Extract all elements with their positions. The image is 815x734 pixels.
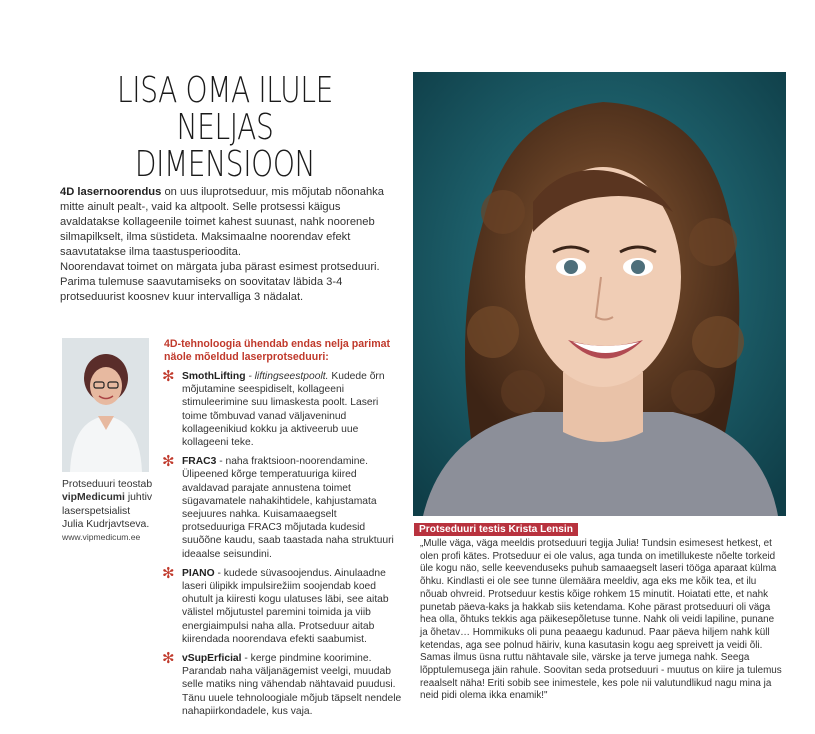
item-name: PIANO xyxy=(182,567,215,579)
intro-paragraph-2: Noorendavat toimet on märgata juba pärast esimest protseduuri. Parima tulemuse saavutamiseks on soovitatav läbida 3-4 protseduurist koosnev kuur intervalliga 3 nädalat. xyxy=(60,261,380,303)
caption-line-2: juhtiv laserspetsialist Julia Kudrjavtseva. xyxy=(62,492,153,530)
item-text: - kudede süvasoojendus. Ainulaadne laseri ülipikk impulsirežiim soojendab koed ohutult ja kiiresti kogu ulatuses läbi, see aitab välistel mõjutustel paremini toimida ja viib energiaimpulsi naha alla. Protseduur aitab kiirendada noorendava efekti saabumist. xyxy=(182,567,389,645)
item-text: - kerge pindmine koorimine. Parandab naha väljanägemist veelgi, muudab selle matiks ning vähendab nähtavaid puudusi. Tänu uuele tehnoloogiale mõjub täpselt nendele nahapiirkondadele, kus vaja. xyxy=(182,653,402,717)
caption-clinic: vipMedicumi xyxy=(62,492,125,504)
asterisk-icon: ✻ xyxy=(162,453,175,471)
item-text: - naha fraktsioon-noorendamine. Ülipeened kõrge temperatuuriga kiired avaldavad parajate annustena toimet sügavamatele nahakihtidele, kahjustamata seejuures nahka. Kuisamaaegselt protseduuriga FRAC3 mõjutada kudesid suuõõne kaudu, saab taastada naha struktuuri ideaalse seisundini. xyxy=(182,456,394,560)
intro-paragraph-1 xyxy=(60,185,395,260)
caption-line-1: Protseduuri teostab xyxy=(62,479,153,490)
technology-list xyxy=(162,370,402,724)
testimonial-quote: „Mulle väga, väga meeldis protseduuri tegija Julia! Tundsin esimesest hetkest, et olen profi kätes. Protseduur ei ole valus, aga tunda on imetillukeste nõelte torkeid üle kogu näo, selle keevenduseks puhub samaaegselt laseri tööga aparaat külma õhku. Kindlasti ei ole see tunne ülemäära meeldiv, aga eks me kõik tea, et ilu nõuab ohvreid. Protseduur kestis kõige rohkem 15 minutit. Hoiatati ette, et nahk punetab päeva-kaks ja hakkab siis ketendama. Kohe pärast protseduuri oli väga hea olla, õhtuks tekkis aga päikesepõletuse tunne. Nahk oli veidi lapiline, punane ja õhetav… Hommikuks oli puna peaaegu kadunud. Paar päeva hiljem nahk küll ketendas, aga see polnud häiriv, kuna kasutasin kogu aeg spreivett ja veidi õli. Samas ilmus üsna ruttu nähtavale sile, värske ja terve jumega nahk. Seega lõpptulemusega jäin rahule. Soovitan seda protseduuri - muutus on kiire ja tulemus reaalselt näha! Eriti sobib see inimestele, kes pole nii valutundlikud nagu mina ja neid pidi olema ikka enamik!" xyxy=(420,538,782,702)
list-item xyxy=(162,370,402,449)
specialist-photo xyxy=(62,338,149,472)
item-name: vSupErficial xyxy=(182,653,242,665)
list-item xyxy=(162,652,402,718)
model-photo xyxy=(413,72,786,516)
item-text: Kudede õrn mõjutamine seespidiselt, kollageeni stimuleerimine suu limaskesta poolt. Laseri toime tõmbuvad vanad väljaveninud kollageenikiud kokku ja aktiveerub uue kollageeni teke. xyxy=(182,371,385,449)
item-name: SmothLifting xyxy=(182,371,246,382)
title-line-1: LISA OMA ILULE xyxy=(117,70,333,111)
item-name: FRAC3 xyxy=(182,456,217,468)
list-item xyxy=(162,564,402,646)
clinic-website: www.vipmedicum.ee xyxy=(62,532,141,543)
asterisk-icon: ✻ xyxy=(162,368,175,385)
page-title xyxy=(60,72,390,183)
intro-lead-bold: 4D lasernoorendus xyxy=(60,186,162,198)
title-line-2: NELJAS xyxy=(176,107,274,148)
list-item xyxy=(162,455,402,561)
quote-label: Protseduuri testis Krista Lensin xyxy=(414,523,578,536)
asterisk-icon: ✻ xyxy=(162,650,175,668)
intro-lead-rest: on uus iluprotseduur, mis mõjutab nõonahka mitte ainult pealt-, vaid ka altpoolt. Selle protsessi käigus avaldatakse kollageenile toimet kahest suunast, nahk nooreneb silmapilkselt, ilma süstideta. Maksimaalne noorendav efekt saavutatakse ilma taastusperioodita. xyxy=(60,186,384,258)
title-line-3: DIMENSIOON xyxy=(134,144,316,185)
specialist-caption xyxy=(62,478,154,544)
intro-text xyxy=(60,185,395,305)
asterisk-icon: ✻ xyxy=(162,564,175,582)
technology-heading: 4D-tehnoloogia ühendab endas nelja parimat näole mõeldud laserprotseduuri: xyxy=(164,338,391,363)
item-italic: - liftingseestpoolt. xyxy=(245,371,329,382)
